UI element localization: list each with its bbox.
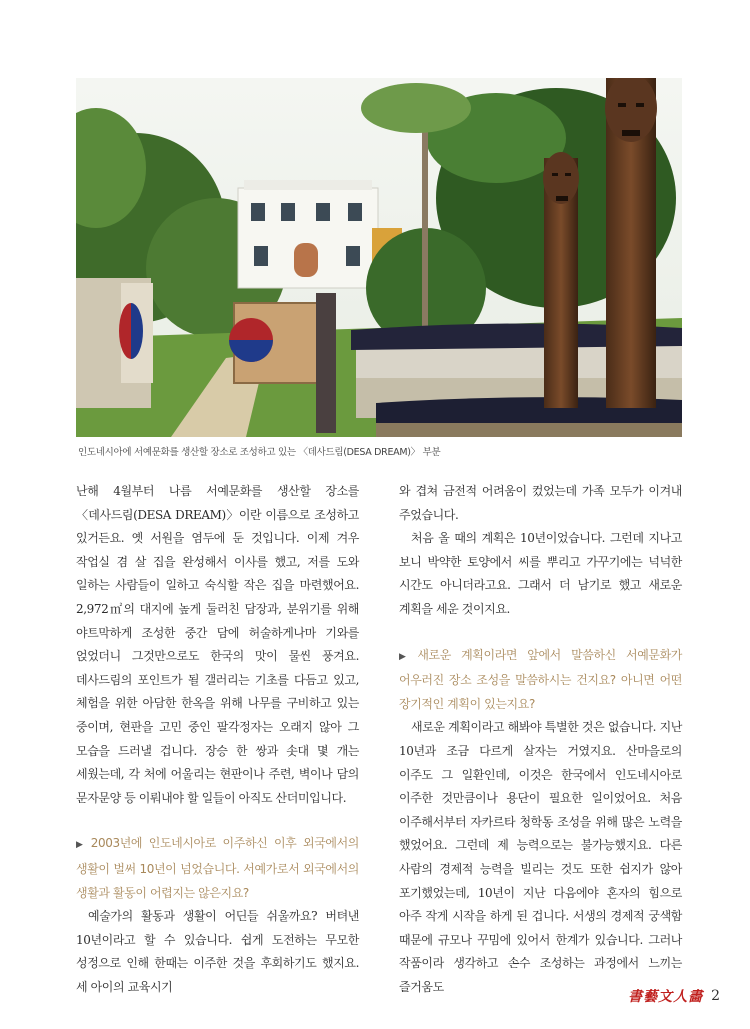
left-paragraph-1: 난해 4월부터 나름 서예문화를 생산할 장소를 〈데사드림(DESA DREAM)〉이란 이름으로 조성하고 있거든요. 옛 서원을 염두에 둔 것입니다. 이제 겨우 작업실 겸 살 집을 완성해서 이사를 했고, 저를 도와 일하는 사람들이 일하고 숙식할 작은 집을 마련했어요. 2,972㎡의 대지에 높게 둘러친 담장과, 분위기를 위해 야트막하게 조성한 중간 담에 허술하게나마 기와를 얹었더니 그것만으로도 한국의 맛이 물씬 풍겨요. 데사드림의 포인트가 될 갤러리는 기초를 다듬고 있고, 체험을 위한 아담한 한옥을 위해 나무를 구비하고 있는 중이며, 현판을 고민 중인 팔각정자는 오래지 않아 그 모습을 드러낼 겁니다. 장승 한 쌍과 솟대 몇 개는 세웠는데, 각 처에 어울리는 현판이나 주련, 벽이나 담의 문자문양 등 이뤄내야 할 일들이 아직도 산더미입니다. bbox=[76, 484, 359, 805]
right-paragraph-3: 새로운 계획이라고 해봐야 특별한 것은 없습니다. 지난 10년과 조금 다르게 살자는 거였지요. 산마을로의 이주도 그 일환인데, 이것은 한국에서 인도네시아로 이주한 것만큼이나 용단이 필요한 일이었어요. 처음 이주해서부터 자카르타 청학동 조성을 위해 많은 노력을 했었어요. 그런데 제 능력으로는 불가능했지요. 다른 사람의 경제적 능력을 빌리는 것도 또한 쉽지가 않아 포기했었는데, 10년이 지난 다음에야 혼자의 힘으로 아주 작게 시작을 하게 된 겁니다. 서생의 경제적 궁색함 때문에 규모나 꾸밈에 있어서 한계가 있습니다. 그러나 작품이라 생각하고 손수 조성하는 과정에서 느끼는 즐거움도 bbox=[399, 720, 682, 994]
right-question bbox=[399, 644, 682, 717]
photo-caption: 인도네시아에 서예문화를 생산할 장소로 조성하고 있는 〈데사드림(DESA DREAM)〉 부분 bbox=[78, 447, 441, 458]
left-paragraph-2: 예술가의 활동과 생활이 어딘들 쉬울까요? 버텨낸 10년이라고 할 수 있습니다. 쉽게 도전하는 무모한 성정으로 인해 한때는 이주한 것을 후회하기도 했지요. 세 아이의 교육시기 bbox=[76, 909, 359, 994]
triangle-bullet-icon: ▶ bbox=[399, 651, 413, 662]
page-number: 2 bbox=[711, 988, 720, 1004]
right-paragraph-2: 처음 올 때의 계획은 10년이었습니다. 그런데 지나고 보니 박약한 토양에서 씨를 뿌리고 가꾸기에는 넉넉한 시간도 아니더라고요. 그래서 더 남기로 했고 새로운 계획을 세운 것이지요. bbox=[399, 531, 682, 616]
left-question bbox=[76, 832, 359, 905]
right-paragraph-1: 와 겹쳐 금전적 어려움이 컸었는데 가족 모두가 이겨내 주었습니다. bbox=[399, 484, 682, 522]
left-column bbox=[76, 480, 359, 999]
garden-photo bbox=[76, 78, 682, 437]
triangle-bullet-icon: ▶ bbox=[76, 840, 86, 851]
page-footer bbox=[628, 986, 720, 1006]
right-question-text: 새로운 계획이라면 앞에서 말씀하신 서예문화가 어우러진 장소 조성을 말씀하시는 건지요? 아니면 어떤 장기적인 계획이 있는지요? bbox=[399, 647, 683, 711]
magazine-logo: 書藝文人畵 bbox=[628, 989, 704, 1005]
photo-scene bbox=[76, 78, 682, 437]
left-question-text: 2003년에 인도네시아로 이주하신 이후 외국에서의 생활이 벌써 10년이 넘었습니다. 서예가로서 외국에서의 생활과 활동이 어렵지는 않은지요? bbox=[76, 836, 359, 900]
right-column bbox=[399, 480, 682, 999]
